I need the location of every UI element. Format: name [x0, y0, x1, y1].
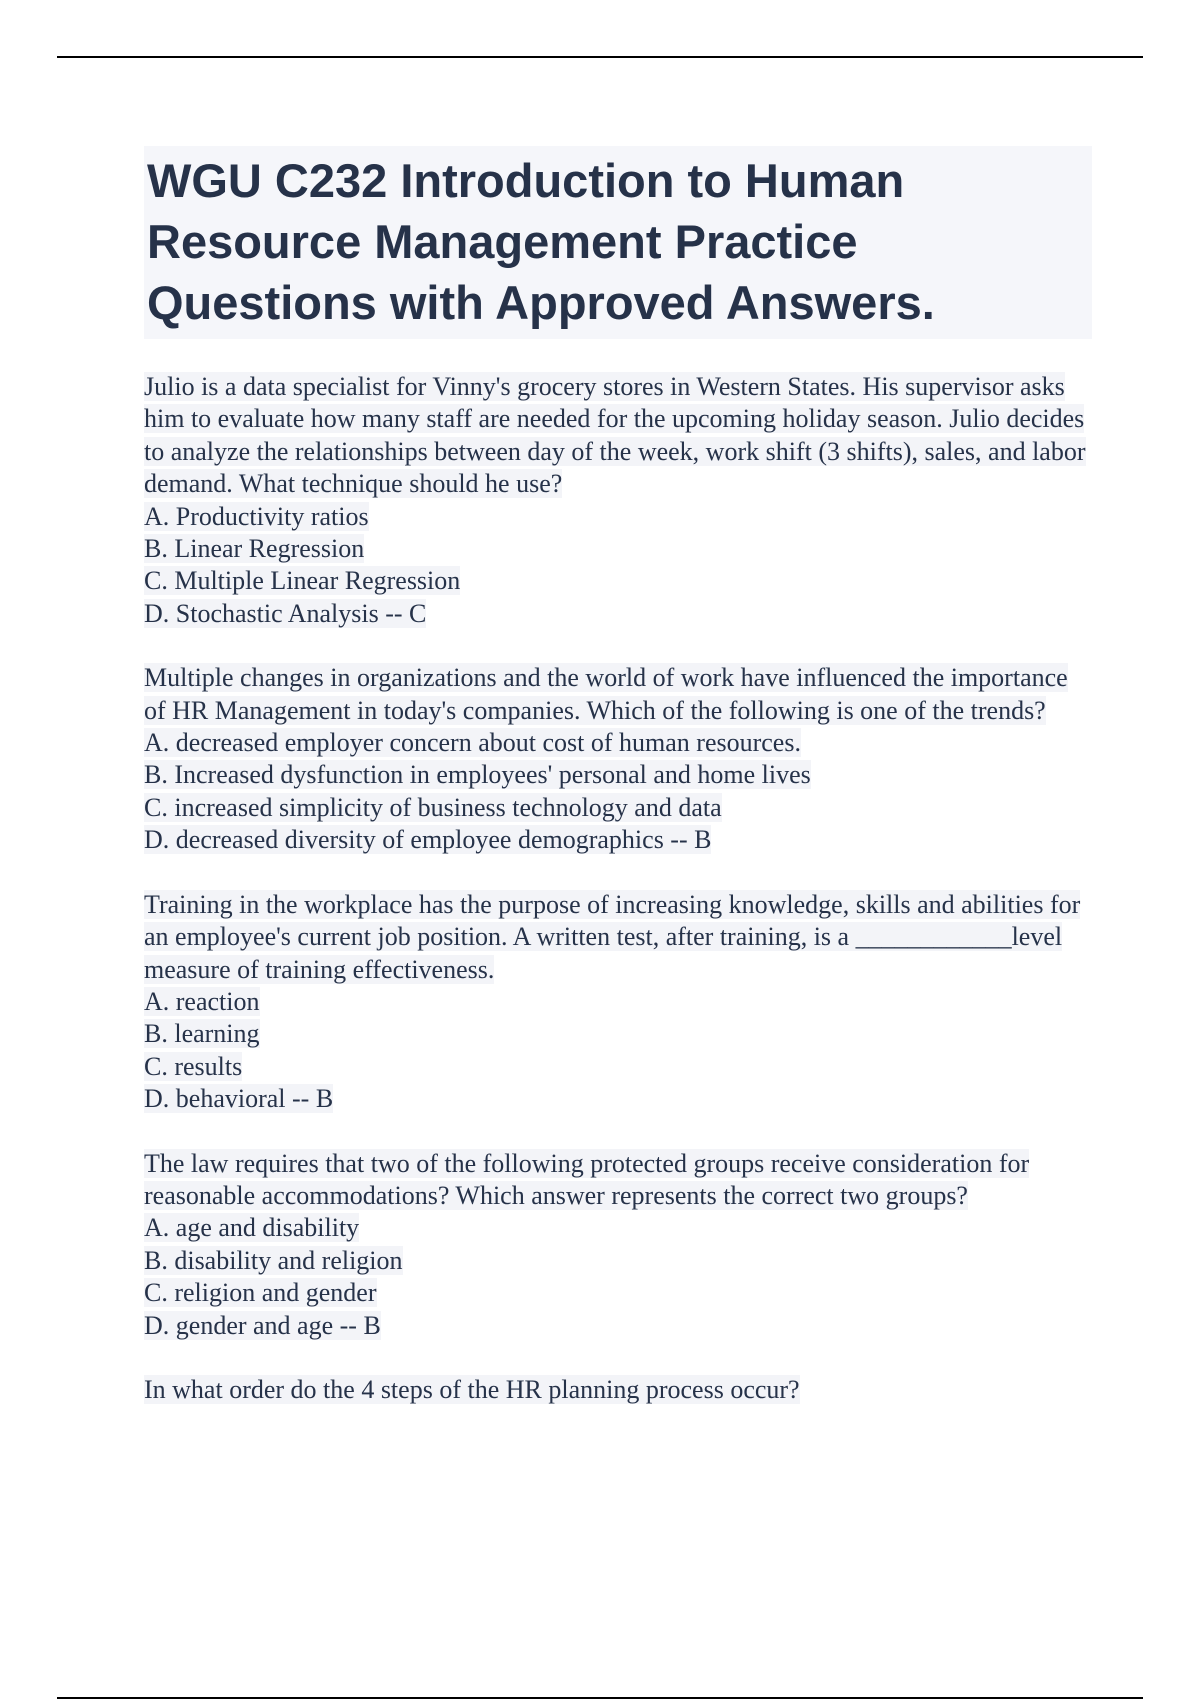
question-text-content: Training in the workplace has the purpose of increasing knowledge, skills and abilities for an employee's current job position. A written test, after training, is a ____________level measure of training effectiveness. — [144, 889, 1081, 984]
answer-option-text: C. Multiple Linear Regression — [144, 566, 461, 596]
answer-option-text: A. reaction — [144, 986, 260, 1016]
answer-options — [144, 501, 1092, 631]
answer-option — [144, 533, 1092, 565]
answer-option — [144, 565, 1092, 597]
answer-option-text: D. gender and age -- B — [144, 1310, 381, 1340]
answer-option-text: A. age and disability — [144, 1213, 360, 1243]
answer-option-text: C. results — [144, 1051, 243, 1081]
answer-option — [144, 1212, 1092, 1244]
answer-option-text: B. learning — [144, 1019, 260, 1049]
answer-option — [144, 501, 1092, 533]
answer-option-text: D. Stochastic Analysis -- C — [144, 598, 427, 628]
answer-option-text: A. decreased employer concern about cost of human resources. — [144, 728, 801, 758]
answer-option-text: D. behavioral -- B — [144, 1084, 334, 1114]
title-block — [144, 146, 1092, 339]
answer-option — [144, 1310, 1092, 1342]
question-text — [144, 1148, 1092, 1213]
question-text-content: In what order do the 4 steps of the HR planning process occur? — [144, 1374, 800, 1404]
question-block-1 — [144, 371, 1092, 630]
top-rule — [57, 56, 1143, 58]
answer-option — [144, 1018, 1092, 1050]
answer-option — [144, 1245, 1092, 1277]
question-block-4 — [144, 1148, 1092, 1342]
page-title: WGU C232 Introduction to Human Resource Management Practice Questions with Approved Answers. — [147, 154, 935, 329]
answer-option-text: C. religion and gender — [144, 1278, 377, 1308]
document-content — [144, 146, 1092, 1406]
answer-options — [144, 1212, 1092, 1342]
answer-option-text: C. increased simplicity of business technology and data — [144, 792, 722, 822]
question-text — [144, 662, 1092, 727]
question-text — [144, 889, 1092, 986]
question-text-content: The law requires that two of the following protected groups receive consideration for reasonable accommodations? Which answer represents the correct two groups? — [144, 1148, 1030, 1210]
answer-option-text: B. disability and religion — [144, 1245, 403, 1275]
answer-options — [144, 986, 1092, 1116]
question-block-3 — [144, 889, 1092, 1116]
answer-option-text: A. Productivity ratios — [144, 501, 369, 531]
answer-option — [144, 727, 1092, 759]
question-text — [144, 1374, 1092, 1406]
answer-option — [144, 1051, 1092, 1083]
question-block-2 — [144, 662, 1092, 856]
answer-option-text: D. decreased diversity of employee demographics -- B — [144, 825, 712, 855]
answer-option — [144, 759, 1092, 791]
answer-options — [144, 727, 1092, 857]
answer-option — [144, 824, 1092, 856]
answer-option — [144, 792, 1092, 824]
answer-option — [144, 1277, 1092, 1309]
answer-option — [144, 986, 1092, 1018]
question-text-content: Multiple changes in organizations and the world of work have influenced the importance of HR Management in today's companies. Which of the following is one of the trends? — [144, 663, 1068, 725]
question-text-content: Julio is a data specialist for Vinny's grocery stores in Western States. His supervisor asks him to evaluate how many staff are needed for the upcoming holiday season. Julio decides to analyze the relationships between day of the week, work shift (3 shifts), sales, and labor demand. What technique should he use? — [144, 372, 1086, 499]
answer-option — [144, 598, 1092, 630]
answer-option-text: B. Increased dysfunction in employees' personal and home lives — [144, 760, 811, 790]
answer-option — [144, 1083, 1092, 1115]
question-block-5 — [144, 1374, 1092, 1406]
question-text — [144, 371, 1092, 501]
answer-option-text: B. Linear Regression — [144, 534, 365, 564]
bottom-rule — [57, 1697, 1143, 1699]
